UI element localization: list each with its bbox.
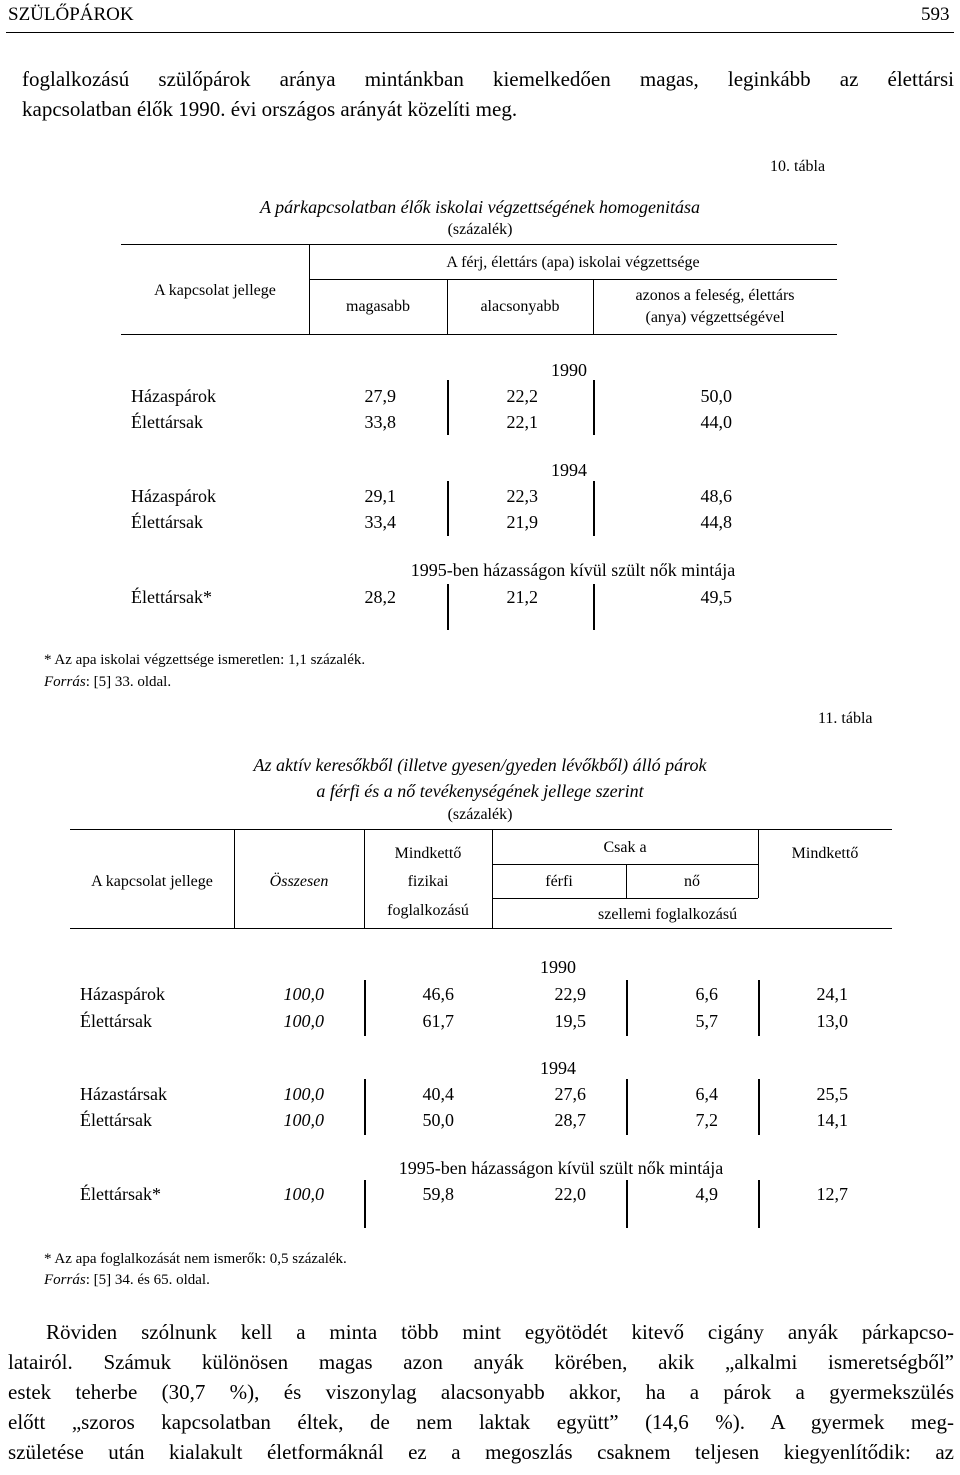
table11-cell: 5,7: [695, 1011, 718, 1031]
table10-cell: 21,2: [506, 587, 538, 607]
table11-row-header: A kapcsolat jellege: [91, 873, 213, 890]
table11-col-no: nő: [684, 873, 700, 890]
intro-line: foglalkozású szülőpárok aránya mintánkban kiemelkedően magas, leginkább az élettársi: [22, 67, 954, 91]
table10-row-label: Házaspárok: [131, 486, 216, 506]
table11-cell: 25,5: [816, 1084, 848, 1104]
outro-line: előtt „szoros kapcsolatban éltek, de nem laktak együtt” (14,6 %). A gyermek meg-: [8, 1410, 954, 1434]
table11-row-label: Élettársak: [80, 1011, 152, 1031]
intro-paragraph: [22, 64, 954, 124]
table10-cell: 44,8: [700, 512, 732, 532]
table10-col-same-1: azonos a feleség, élettárs: [635, 287, 795, 304]
table11-column-bar: [626, 1079, 628, 1135]
outro-line: estek teherbe (30,7 %), és viszonylag alacsonyabb akkor, ha a párok a gyermekszülés: [8, 1380, 954, 1404]
intro-line: kapcsolatban élők 1990. évi országos arányát közelíti meg.: [22, 97, 518, 121]
table11-cell: 19,5: [554, 1011, 586, 1031]
table11-col-phys-2: fizikai: [407, 873, 449, 890]
table11-section-label: 1995-ben házasságon kívül szült nők mintája: [398, 1158, 724, 1178]
table11-cell: 28,7: [554, 1110, 586, 1130]
table11-cell: 13,0: [816, 1011, 848, 1031]
table11-cell: 6,6: [695, 984, 718, 1004]
table10-cell: 48,6: [700, 486, 732, 506]
outro-paragraph: [8, 1317, 954, 1467]
table10-cell: 44,0: [700, 412, 732, 432]
table11-header-rule: [70, 928, 892, 929]
table11-cell: 59,8: [422, 1184, 454, 1204]
table11-column-bar: [626, 980, 628, 1036]
table10-column-bar: [447, 380, 449, 435]
table10-row-label: Élettársak: [131, 512, 203, 532]
table10-col-lower: alacsonyabb: [480, 298, 560, 315]
table11-cell: 100,0: [283, 1110, 324, 1130]
table10-number: 10. tábla: [770, 158, 826, 175]
table10-cell: 29,1: [364, 486, 396, 506]
table11-cell: 100,0: [283, 1184, 324, 1204]
table11-footnote: * Az apa foglalkozását nem ismerők: 0,5 százalék.: [44, 1251, 347, 1267]
table11-cell: 100,0: [283, 1084, 324, 1104]
table11-section-label: 1994: [540, 1058, 576, 1078]
table11-cell: 4,9: [695, 1184, 718, 1204]
table10-cell: 33,8: [364, 412, 396, 432]
table11-szellemi: szellemi foglalkozású: [598, 906, 738, 923]
table11-cell: 12,7: [816, 1184, 848, 1204]
table11-cell: 50,0: [422, 1110, 454, 1130]
table11-cell: 24,1: [816, 984, 848, 1004]
table10-column-bar: [593, 380, 595, 435]
table10-column-bar: [447, 481, 449, 536]
table11-cell: 46,6: [422, 984, 454, 1004]
running-title: SZÜLŐPÁROK: [8, 4, 134, 25]
source-text: : [5] 33. oldal.: [85, 674, 172, 690]
table11-group-rule: [492, 864, 758, 865]
table10-group-rule: [309, 279, 837, 280]
table11-title-2: a férfi és a nő tevékenységének jellege szerint: [316, 781, 644, 801]
table10-col-same-2: (anya) végzettségével: [645, 309, 785, 326]
table11-section-label: 1990: [540, 957, 576, 977]
table10-col-group: A férj, élettárs (apa) iskolai végzettsége: [446, 254, 700, 271]
table10-cell: 22,1: [506, 412, 538, 432]
table11-cell: 40,4: [422, 1084, 454, 1104]
table10-row-header: A kapcsolat jellege: [154, 282, 276, 299]
table11-cell: 22,9: [554, 984, 586, 1004]
table10-column-bar: [447, 584, 449, 630]
table10-column-bar: [593, 584, 595, 630]
table11-cell: 61,7: [422, 1011, 454, 1031]
table11-column-bar: [758, 1079, 760, 1135]
table11-row-label: Élettársak*: [80, 1184, 161, 1204]
table11-cell: 27,6: [554, 1084, 586, 1104]
header-rule: [6, 32, 954, 33]
table11-row-label: Élettársak: [80, 1110, 152, 1130]
table10-cell: 21,9: [506, 512, 538, 532]
table10-unit: (százalék): [447, 221, 513, 238]
table11-col-total: Összesen: [269, 873, 329, 890]
table11-col-mind2: Mindkettő: [791, 845, 859, 862]
table11-top-rule: [70, 829, 892, 830]
table11-source: [44, 1272, 210, 1289]
table10-top-rule: [121, 244, 837, 245]
table11-group-rule: [492, 898, 758, 899]
source-label: Forrás: [44, 674, 86, 690]
table10-section-label: 1995-ben házasságon kívül szült nők mintája: [410, 560, 736, 580]
table11-col-phys-3: foglalkozású: [387, 902, 469, 919]
table11-csak-a: Csak a: [603, 839, 647, 856]
source-label: Forrás: [44, 1272, 86, 1288]
table11-row-label: Házaspárok: [80, 984, 165, 1004]
table10-section-label: 1994: [551, 460, 587, 480]
table11-number: 11. tábla: [818, 710, 873, 727]
table11-cell: 14,1: [816, 1110, 848, 1130]
table10-column-bar: [593, 481, 595, 536]
table10-cell: 22,2: [506, 386, 538, 406]
table10-source: [44, 674, 171, 691]
table11-column-bar: [364, 1180, 366, 1228]
table11-unit: (százalék): [447, 806, 513, 823]
page-number: 593: [921, 4, 950, 25]
table11-row-label: Házastársak: [80, 1084, 167, 1104]
table11-cell: 100,0: [283, 984, 324, 1004]
table10-cell: 49,5: [700, 587, 732, 607]
table10-row-label: Élettársak: [131, 412, 203, 432]
table11-col-phys-1: Mindkettő: [394, 845, 462, 862]
table11-column-bar: [758, 1180, 760, 1228]
table10-cell: 22,3: [506, 486, 538, 506]
table10-cell: 33,4: [364, 512, 396, 532]
table11-column-bar: [364, 1079, 366, 1135]
table11-col-ferfi: férfi: [545, 873, 573, 890]
table10-cell: 27,9: [364, 386, 396, 406]
table11-title-1: Az aktív keresőkből (illetve gyesen/gyeden lévőkből) álló párok: [253, 755, 707, 775]
table10-row-label: Élettársak*: [131, 587, 212, 607]
table11-cell: 7,2: [695, 1110, 718, 1130]
table11-cell: 22,0: [554, 1184, 586, 1204]
table10-footnote: * Az apa iskolai végzettsége ismeretlen: 1,1 százalék.: [44, 652, 366, 668]
table10-cell: 50,0: [700, 386, 732, 406]
table10-col-higher: magasabb: [346, 298, 410, 315]
table11-column-bar: [758, 980, 760, 1036]
table11-cell: 100,0: [283, 1011, 324, 1031]
outro-line: Röviden szólnunk kell a minta több mint egyötödét kitevő cigány anyák párkapcso-: [46, 1320, 954, 1344]
table10-row-label: Házaspárok: [131, 386, 216, 406]
table11-column-bar: [626, 1180, 628, 1228]
table11-header-divider: [758, 829, 759, 898]
outro-line: születése után kialakult életformáknál ez a megoszlás csaknem teljesen kiegyenlítődik: az: [8, 1440, 954, 1464]
table10-section-label: 1990: [551, 360, 587, 380]
table10-cell: 28,2: [364, 587, 396, 607]
table10-header-rule: [121, 334, 837, 335]
outro-line: latairól. Számuk különösen magas azon anyák körében, akik „alkalmi ismeretségből”: [8, 1350, 954, 1374]
table11-column-bar: [364, 980, 366, 1036]
table10-title: A párkapcsolatban élők iskolai végzettségének homogenitása: [259, 197, 701, 217]
table11-cell: 6,4: [695, 1084, 718, 1104]
source-text: : [5] 34. és 65. oldal.: [85, 1272, 210, 1288]
